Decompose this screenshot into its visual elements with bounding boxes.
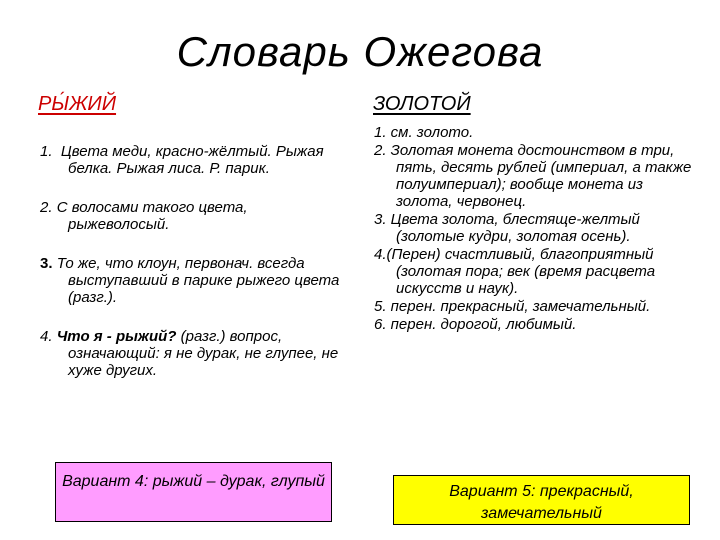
left-entry-1 [40, 143, 340, 177]
entry-number: 4. [40, 328, 53, 345]
entry-number: 3. [40, 255, 53, 272]
entry-bold-phrase: Что я - рыжий? [56, 328, 177, 345]
left-entry-4 [40, 328, 340, 379]
right-entry-1: 1. см. золото. [374, 124, 474, 141]
left-entries [40, 143, 340, 401]
left-entry-3 [40, 255, 340, 306]
variant-4-box: Вариант 4: рыжий – дурак, глупый [55, 462, 332, 522]
right-entry-6: 6. перен. дорогой, любимый. [374, 316, 577, 333]
entry-text: (разг.) вопрос, означающий: я не дурак, не глупее, не хуже других. [68, 328, 339, 379]
left-entry-2 [40, 199, 340, 233]
variant-5-box: Вариант 5: прекрасный, замечательный [393, 475, 690, 525]
entry-number: 2. [40, 199, 53, 216]
right-entry-4: 4.(Перен) счастливый, благоприятный (золотая пора; век (время расцвета искусств и наук). [374, 246, 656, 297]
entry-text: С волосами такого цвета, рыжеволосый. [56, 199, 248, 233]
right-entry-3: 3. Цвета золота, блестяще-желтый (золотые кудри, золотая осень). [374, 211, 640, 245]
right-entry-2: 2. Золотая монета достоинством в три, пять, десять рублей (империал, а также полуимпериал); вообще монета из золота, червонец. [374, 142, 692, 210]
entry-text: Цвета меди, красно-жёлтый. Рыжая белка. Рыжая лиса. Р. парик. [60, 143, 324, 177]
page-title: Словарь Ожегова [176, 28, 544, 75]
left-heading: РЫ́ЖИЙ [38, 93, 117, 115]
right-heading: ЗОЛОТОЙ [373, 93, 471, 115]
right-entries [370, 124, 700, 334]
right-entry-5: 5. перен. прекрасный, замечательный. [374, 298, 651, 315]
entry-number: 1. [40, 143, 53, 160]
entry-text: То же, что клоун, первонач. всегда выступавший в парике рыжего цвета (разг.). [56, 255, 340, 306]
